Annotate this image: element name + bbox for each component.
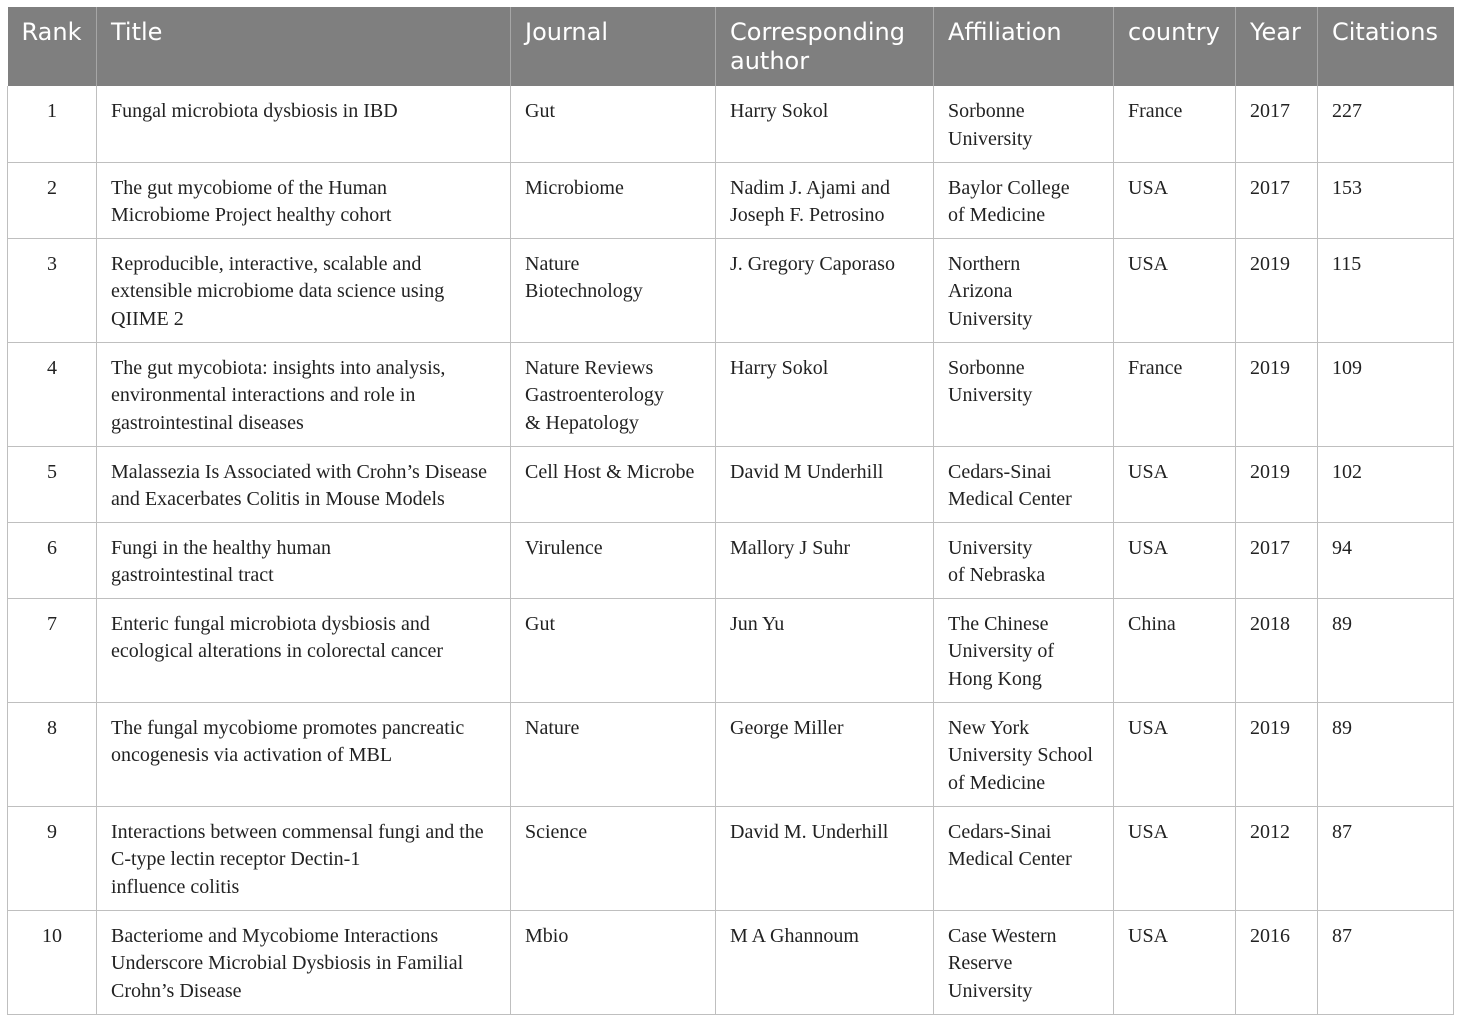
table-row (8, 522, 1454, 598)
cell-rank: 6 (8, 522, 97, 598)
cell-journal: Gut (511, 598, 716, 702)
citations-table (7, 7, 1454, 1015)
header-affiliation: Affiliation (934, 7, 1114, 86)
cell-corresponding-author: Harry Sokol (716, 342, 934, 446)
cell-title: The gut mycobiota: insights into analysis, environmental interactions and role in gastrointestinal diseases (97, 342, 511, 446)
header-year: Year (1236, 7, 1318, 86)
table-row (8, 910, 1454, 1014)
table-header (8, 7, 1454, 86)
cell-year: 2012 (1236, 806, 1318, 910)
cell-citations: 87 (1318, 806, 1454, 910)
cell-corresponding-author: George Miller (716, 702, 934, 806)
cell-affiliation: Cedars-Sinai Medical Center (934, 446, 1114, 522)
cell-citations: 87 (1318, 910, 1454, 1014)
cell-rank: 1 (8, 86, 97, 162)
header-citations: Citations (1318, 7, 1454, 86)
cell-journal: Microbiome (511, 162, 716, 238)
header-corresponding-author: Corresponding author (716, 7, 934, 86)
cell-corresponding-author: J. Gregory Caporaso (716, 238, 934, 342)
cell-journal: Virulence (511, 522, 716, 598)
header-title: Title (97, 7, 511, 86)
cell-rank: 4 (8, 342, 97, 446)
cell-citations: 89 (1318, 598, 1454, 702)
cell-year: 2019 (1236, 342, 1318, 446)
cell-affiliation: The Chinese University of Hong Kong (934, 598, 1114, 702)
cell-year: 2019 (1236, 446, 1318, 522)
cell-affiliation: Baylor College of Medicine (934, 162, 1114, 238)
cell-affiliation: Cedars-Sinai Medical Center (934, 806, 1114, 910)
cell-journal: Science (511, 806, 716, 910)
cell-country: USA (1114, 806, 1236, 910)
cell-rank: 9 (8, 806, 97, 910)
cell-title: Interactions between commensal fungi and the C-type lectin receptor Dectin-1 influence colitis (97, 806, 511, 910)
table-row (8, 86, 1454, 162)
cell-rank: 5 (8, 446, 97, 522)
cell-country: USA (1114, 238, 1236, 342)
cell-citations: 89 (1318, 702, 1454, 806)
cell-country: USA (1114, 446, 1236, 522)
cell-citations: 102 (1318, 446, 1454, 522)
cell-corresponding-author: Mallory J Suhr (716, 522, 934, 598)
table-row (8, 702, 1454, 806)
cell-affiliation: Case Western Reserve University (934, 910, 1114, 1014)
cell-affiliation: Sorbonne University (934, 342, 1114, 446)
cell-corresponding-author: David M Underhill (716, 446, 934, 522)
header-country: country (1114, 7, 1236, 86)
cell-country: USA (1114, 910, 1236, 1014)
table-body (8, 86, 1454, 1014)
table-row (8, 598, 1454, 702)
header-row (8, 7, 1454, 86)
cell-corresponding-author: Jun Yu (716, 598, 934, 702)
cell-journal: Nature Biotechnology (511, 238, 716, 342)
cell-year: 2017 (1236, 522, 1318, 598)
cell-year: 2017 (1236, 86, 1318, 162)
cell-title: Fungi in the healthy human gastrointestinal tract (97, 522, 511, 598)
cell-citations: 115 (1318, 238, 1454, 342)
cell-corresponding-author: M A Ghannoum (716, 910, 934, 1014)
cell-citations: 94 (1318, 522, 1454, 598)
cell-title: Bacteriome and Mycobiome Interactions Underscore Microbial Dysbiosis in Familial Crohn’s Disease (97, 910, 511, 1014)
cell-year: 2017 (1236, 162, 1318, 238)
cell-affiliation: New York University School of Medicine (934, 702, 1114, 806)
cell-year: 2018 (1236, 598, 1318, 702)
cell-country: China (1114, 598, 1236, 702)
cell-corresponding-author: Nadim J. Ajami and Joseph F. Petrosino (716, 162, 934, 238)
cell-affiliation: University of Nebraska (934, 522, 1114, 598)
cell-citations: 153 (1318, 162, 1454, 238)
cell-corresponding-author: David M. Underhill (716, 806, 934, 910)
cell-rank: 10 (8, 910, 97, 1014)
cell-title: Malassezia Is Associated with Crohn’s Disease and Exacerbates Colitis in Mouse Models (97, 446, 511, 522)
cell-country: USA (1114, 522, 1236, 598)
cell-rank: 8 (8, 702, 97, 806)
cell-journal: Nature (511, 702, 716, 806)
cell-journal: Mbio (511, 910, 716, 1014)
cell-affiliation: Northern Arizona University (934, 238, 1114, 342)
table-row (8, 446, 1454, 522)
cell-citations: 227 (1318, 86, 1454, 162)
cell-country: France (1114, 86, 1236, 162)
table-row (8, 162, 1454, 238)
cell-title: Enteric fungal microbiota dysbiosis and ecological alterations in colorectal cancer (97, 598, 511, 702)
cell-journal: Gut (511, 86, 716, 162)
cell-journal: Cell Host & Microbe (511, 446, 716, 522)
cell-title: The gut mycobiome of the Human Microbiome Project healthy cohort (97, 162, 511, 238)
table-row (8, 238, 1454, 342)
cell-year: 2016 (1236, 910, 1318, 1014)
cell-country: France (1114, 342, 1236, 446)
cell-year: 2019 (1236, 238, 1318, 342)
cell-year: 2019 (1236, 702, 1318, 806)
cell-title: The fungal mycobiome promotes pancreatic oncogenesis via activation of MBL (97, 702, 511, 806)
cell-citations: 109 (1318, 342, 1454, 446)
cell-country: USA (1114, 162, 1236, 238)
cell-corresponding-author: Harry Sokol (716, 86, 934, 162)
table-row (8, 806, 1454, 910)
cell-title: Reproducible, interactive, scalable and extensible microbiome data science using QIIME 2 (97, 238, 511, 342)
cell-journal: Nature Reviews Gastroenterology & Hepatology (511, 342, 716, 446)
header-rank: Rank (8, 7, 97, 86)
table-row (8, 342, 1454, 446)
table-container (7, 7, 1453, 1015)
cell-affiliation: Sorbonne University (934, 86, 1114, 162)
cell-rank: 3 (8, 238, 97, 342)
header-journal: Journal (511, 7, 716, 86)
cell-rank: 2 (8, 162, 97, 238)
cell-rank: 7 (8, 598, 97, 702)
cell-title: Fungal microbiota dysbiosis in IBD (97, 86, 511, 162)
cell-country: USA (1114, 702, 1236, 806)
